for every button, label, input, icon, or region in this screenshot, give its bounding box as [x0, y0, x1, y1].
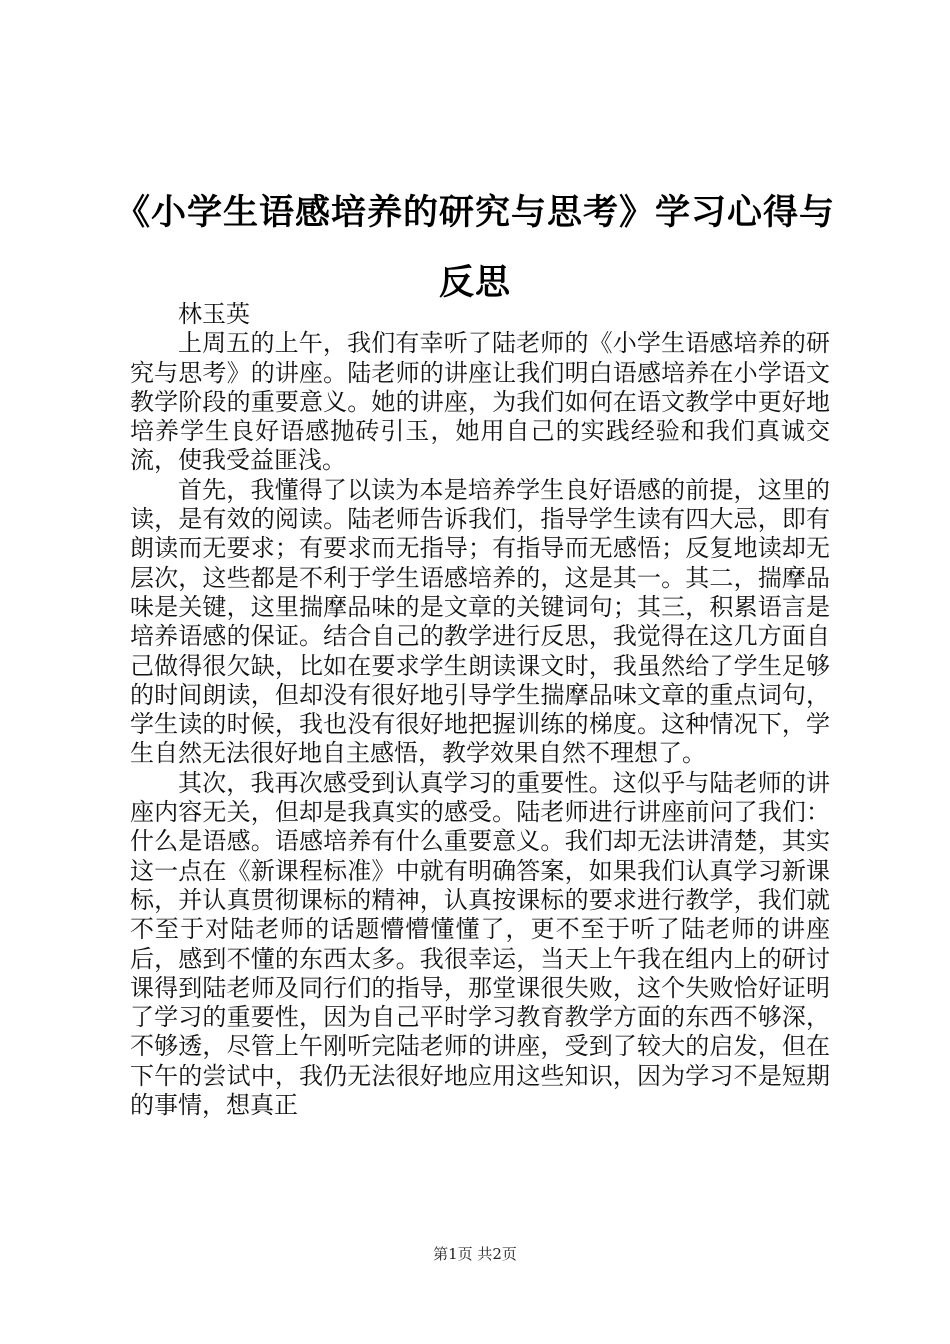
- paragraph-2: 首先，我懂得了以读为本是培养学生良好语感的前提，这里的读，是有效的阅读。陆老师告诉我们，指导学生读有四大忌，即有朗读而无要求；有要求而无指导；有指导而无感悟；反复地读却无层次，这些都是不利于学生语感培养的，这是其一。其二，揣摩品味是关键，这里揣摩品味的是文章的关键词句；其三，积累语言是培养语感的保证。结合自己的教学进行反思，我觉得在这几方面自己做得很欠缺，比如在要求学生朗读课文时，我虽然给了学生足够的时间朗读，但却没有很好地引导学生揣摩品味文章的重点词句，学生读的时候，我也没有很好地把握训练的梯度。这种情况下，学生自然无法很好地自主感悟，教学效果自然不理想了。: [130, 475, 830, 768]
- page-number-footer: 第1页 共2页: [433, 1245, 517, 1263]
- document-title: 《小学生语感培养的研究与思考》学习心得与反思: [114, 193, 835, 303]
- author-name: 林玉英: [178, 300, 250, 328]
- document-body: [130, 300, 830, 1120]
- paragraph-1: 上周五的上午，我们有幸听了陆老师的《小学生语感培养的研究与思考》的讲座。陆老师的讲座让我们明白语感培养在小学语文教学阶段的重要意义。她的讲座，为我们如何在语文教学中更好地培养学生良好语感抛砖引玉，她用自己的实践经验和我们真诚交流，使我受益匪浅。: [130, 329, 830, 475]
- paragraph-3: 其次，我再次感受到认真学习的重要性。这似乎与陆老师的讲座内容无关，但却是我真实的感受。陆老师进行讲座前问了我们：什么是语感。语感培养有什么重要意义。我们却无法讲清楚，其实这一点在《新课程标准》中就有明确答案，如果我们认真学习新课标，并认真贯彻课标的精神，认真按课标的要求进行教学，我们就不至于对陆老师的话题懵懵懂懂了，更不至于听了陆老师的讲座后，感到不懂的东西太多。我很幸运，当天上午我在组内上的研讨课得到陆老师及同行们的指导，那堂课很失败，这个失败恰好证明了学习的重要性，因为自己平时学习教育教学方面的东西不够深，不够透，尽管上午刚听完陆老师的讲座，受到了较大的启发，但在下午的尝试中，我仍无法很好地应用这些知识，因为学习不是短期的事情，想真正: [130, 768, 830, 1120]
